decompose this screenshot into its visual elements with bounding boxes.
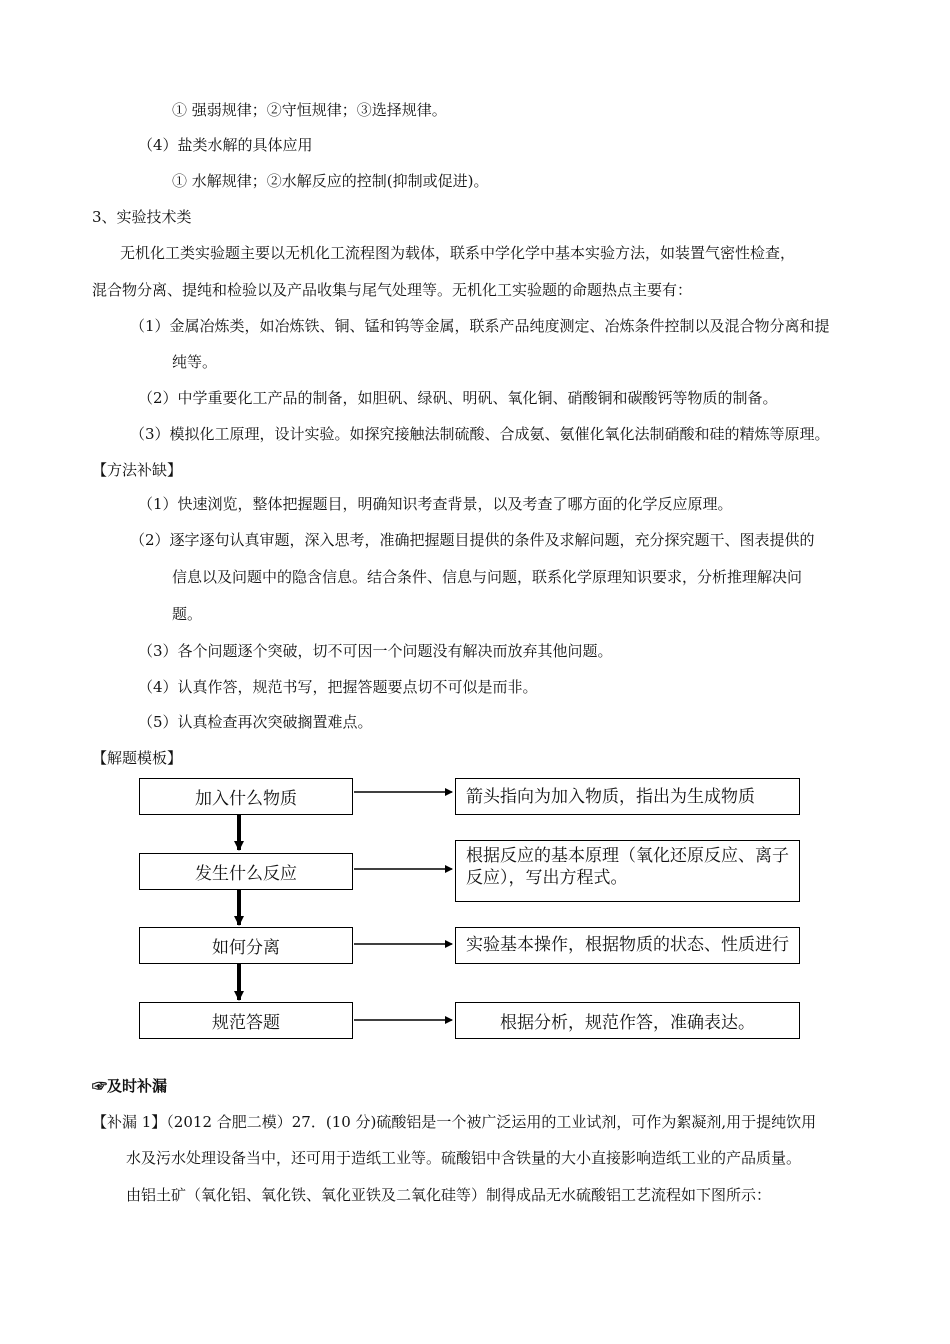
text-line-8: 纯等。 (172, 353, 218, 371)
section-heading: 3、实验技术类 (92, 208, 192, 226)
text-line-2: （4）盐类水解的具体应用 (138, 136, 313, 154)
template-heading: 【解题模板】 (92, 749, 183, 767)
text-line-15: 题。 (172, 605, 203, 623)
text-line-18: （5）认真检查再次突破搁置难点。 (138, 713, 373, 731)
text-line-7: （1）金属冶炼类，如冶炼铁、铜、锰和钨等金属，联系产品纯度测定、冶炼条件控制以及混合物分离和提 (130, 317, 830, 335)
text-line-16: （3）各个问题逐个突破，切不可因一个问题没有解决而放弃其他问题。 (138, 642, 613, 660)
flow-note-reaction-principle: 根据反应的基本原理（氧化还原反应、离子反应），写出方程式。 (455, 840, 800, 902)
text-line-5: 无机化工类实验题主要以无机化工流程图为载体，联系中学化学中基本实验方法，如装置气密性检查， (120, 244, 796, 262)
flow-step-reaction: 发生什么反应 (139, 853, 353, 890)
text-line-9: （2）中学重要化工产品的制备，如胆矾、绿矾、明矾、氧化铜、硝酸铜和碳酸钙等物质的制备。 (138, 389, 778, 407)
method-heading: 【方法补缺】 (92, 461, 183, 479)
flow-note-arrows: 箭头指向为加入物质，指出为生成物质 (455, 778, 800, 815)
flow-step-answer: 规范答题 (139, 1002, 353, 1039)
text-line-6: 混合物分离、提纯和检验以及产品收集与尾气处理等。无机化工实验题的命题热点主要有： (92, 281, 693, 299)
flow-step-separation: 如何分离 (139, 927, 353, 964)
text-line-12: （1）快速浏览，整体把握题目，明确知识考查背景，以及考查了哪方面的化学反应原理。 (138, 495, 733, 513)
patch-heading: ☞及时补漏 (92, 1077, 168, 1095)
flow-note-standard-answer: 根据分析，规范作答，准确表达。 (455, 1002, 800, 1039)
flow-step-add-substance: 加入什么物质 (139, 778, 353, 815)
text-line-13: （2）逐字逐句认真审题，深入思考，准确把握题目提供的条件及求解问题，充分探究题干、图表提供的 (130, 531, 815, 549)
text-line-1: ① 强弱规律；②守恒规律；③选择规律。 (172, 101, 447, 119)
text-line-21: 【补漏 1】（2012 合肥二模）27．(10 分)硫酸铝是一个被广泛运用的工业试剂，可作为絮凝剂,用于提纯饮用 (92, 1113, 817, 1131)
text-line-14: 信息以及问题中的隐含信息。结合条件、信息与问题，联系化学原理知识要求，分析推理解决问 (172, 568, 803, 586)
text-line-3: ① 水解规律；②水解反应的控制(抑制或促进)。 (172, 172, 489, 190)
text-line-23: 由铝土矿（氧化铝、氧化铁、氧化亚铁及二氧化硅等）制得成品无水硫酸铝工艺流程如下图所示： (126, 1186, 772, 1204)
flow-note-operation: 实验基本操作，根据物质的状态、性质进行 (455, 927, 800, 964)
text-line-10: （3）模拟化工原理，设计实验。如探究接触法制硫酸、合成氨、氨催化氧化法制硝酸和硅的精炼等原理。 (130, 425, 830, 443)
text-line-17: （4）认真作答，规范书写，把握答题要点切不可似是而非。 (138, 678, 538, 696)
text-line-22: 水及污水处理设备当中，还可用于造纸工业等。硫酸铝中含铁量的大小直接影响造纸工业的产品质量。 (126, 1149, 802, 1167)
